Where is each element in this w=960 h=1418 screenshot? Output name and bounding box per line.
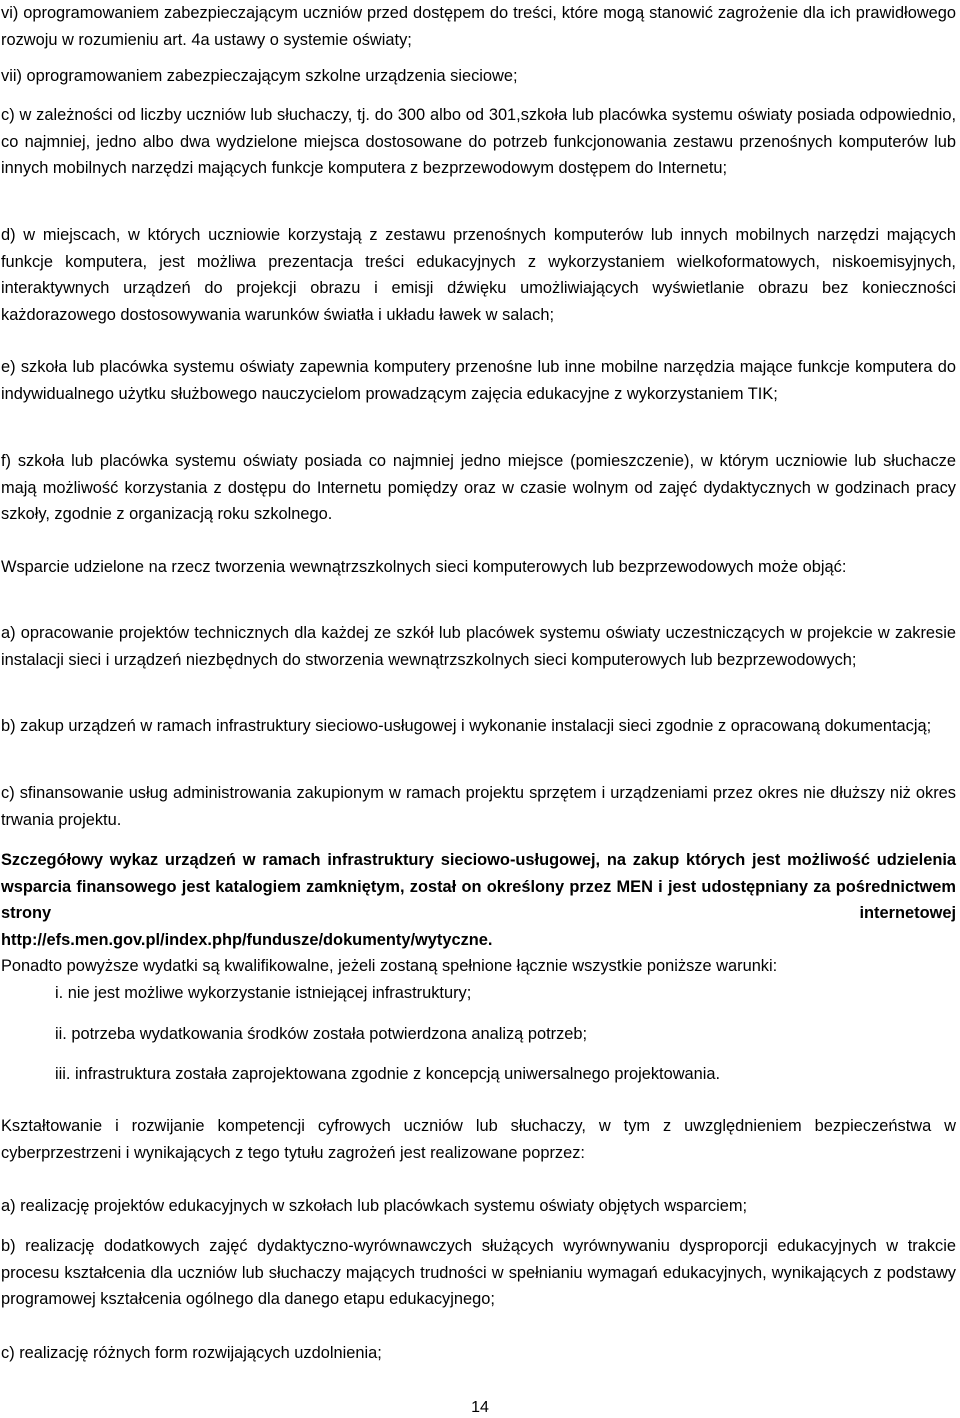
- paragraph-f-internet-room: f) szkoła lub placówka systemu oświaty posiada co najmniej jedno miejsce (pomieszczenie), w którym uczniowie lub słuchacze mają możliwość korzystania z dostępu do Internetu pomiędzy oraz w czasie wolnym od zajęć dydaktycznych w godzinach pracy szkoły, zgodnie z organizacją roku szkolnego.: [1, 452, 956, 523]
- paragraph-c-talents: c) realizację różnych form rozwijających uzdolnienia;: [1, 1344, 382, 1362]
- paragraph-digital-competences: Kształtowanie i rozwijanie kompetencji cyfrowych uczniów lub słuchaczy, w tym z uwzględnieniem bezpieczeństwa w cyberprzestrzeni i wynikających z tego tytułu zagrożeń jest realizowane poprzez:: [1, 1117, 956, 1162]
- condition-item-iii: iii. infrastruktura została zaprojektowana zgodnie z koncepcją uniwersalnego projektowania.: [55, 1065, 721, 1083]
- condition-item-ii: ii. potrzeba wydatkowania środków została potwierdzona analizą potrzeb;: [55, 1025, 588, 1043]
- paragraph-a-design: a) opracowanie projektów technicznych dla każdej ze szkół lub placówek systemu oświaty uczestniczących w projekcie w zakresie instalacji sieci i urządzeń niezbędnych do stworzenia wewnątrzszkolnych sieci komputerowych lub bezprzewodowych;: [1, 624, 956, 669]
- paragraph-conditions-intro: Ponadto powyższe wydatki są kwalifikowalne, jeżeli zostaną spełnione łącznie wszystkie poniższe warunki:: [1, 957, 778, 975]
- condition-item-i: i. nie jest możliwe wykorzystanie istniejącej infrastruktury;: [55, 984, 472, 1002]
- catalog-url-link[interactable]: http://efs.men.gov.pl/index.php/fundusze/dokumenty/wytyczne.: [1, 931, 493, 949]
- paragraph-d-presentation: d) w miejscach, w których uczniowie korzystają z zestawu przenośnych komputerów lub innych mobilnych narzędzi mających funkcje komputera, jest możliwa prezentacja treści edukacyjnych z wykorzystaniem wielkoformatowych, niskoemisyjnych, interaktywnych urządzeń do projekcji obrazu i emisji dźwięku umożliwiających wyświetlanie obrazu bez konieczności każdorazowego dostosowywania warunków światła i układu ławek w salach;: [1, 226, 956, 324]
- paragraph-e-laptops: e) szkoła lub placówka systemu oświaty zapewnia komputery przenośne lub inne mobilne narzędzia mające funkcje komputera do indywidualnego użytku służbowego nauczycielom prowadzącym zajęcia edukacyjne z wykorzystaniem TIK;: [1, 358, 956, 403]
- paragraph-b-extra-classes: b) realizację dodatkowych zajęć dydaktyczno-wyrównawczych służących wyrównywaniu dysproporcji edukacyjnych w trakcie procesu kształcenia dla uczniów lub słuchaczy mających trudności w spełnianiu wymagań edukacyjnych, wynikających z podstawy programowej kształcenia ogólnego dla danego etapu edukacyjnego;: [1, 1237, 956, 1308]
- paragraph-c-administration: c) sfinansowanie usług administrowania zakupionym w ramach projektu sprzętem i urządzeniami przez okres nie dłuższy niż okres trwania projektu.: [1, 784, 956, 829]
- paragraph-catalog-notice: Szczegółowy wykaz urządzeń w ramach infrastruktury sieciowo-usługowej, na zakup których jest możliwość udzielenia wsparcia finansowego jest katalogiem zamkniętym, został on określony przez MEN i jest udostępniany za pośrednictwem strony internetowej: [1, 851, 956, 922]
- page-number: 14: [471, 1399, 489, 1416]
- paragraph-vi: vi) oprogramowaniem zabezpieczającym uczniów przed dostępem do treści, które mogą stanowić zagrożenie dla ich prawidłowego rozwoju w rozumieniu art. 4a ustawy o systemie oświaty;: [1, 4, 956, 49]
- paragraph-support-intro: Wsparcie udzielone na rzecz tworzenia wewnątrzszkolnych sieci komputerowych lub bezprzewodowych może objąć:: [1, 558, 847, 576]
- paragraph-b-purchase: b) zakup urządzeń w ramach infrastruktury sieciowo-usługowej i wykonanie instalacji sieci zgodnie z opracowaną dokumentacją;: [1, 717, 932, 735]
- paragraph-a-projects: a) realizację projektów edukacyjnych w szkołach lub placówkach systemu oświaty objętych wsparciem;: [1, 1197, 748, 1215]
- paragraph-c-locations: c) w zależności od liczby uczniów lub słuchaczy, tj. do 300 albo od 301,szkoła lub placówka systemu oświaty posiada odpowiednio, co najmniej, jedno albo dwa wydzielone miejsca dostosowane do potrzeb funkcjonowania zestawu przenośnych komputerów lub innych mobilnych narzędzi mających funkcje komputera z bezprzewodowym dostępem do Internetu;: [1, 106, 956, 177]
- paragraph-vii: vii) oprogramowaniem zabezpieczającym szkolne urządzenia sieciowe;: [1, 67, 518, 85]
